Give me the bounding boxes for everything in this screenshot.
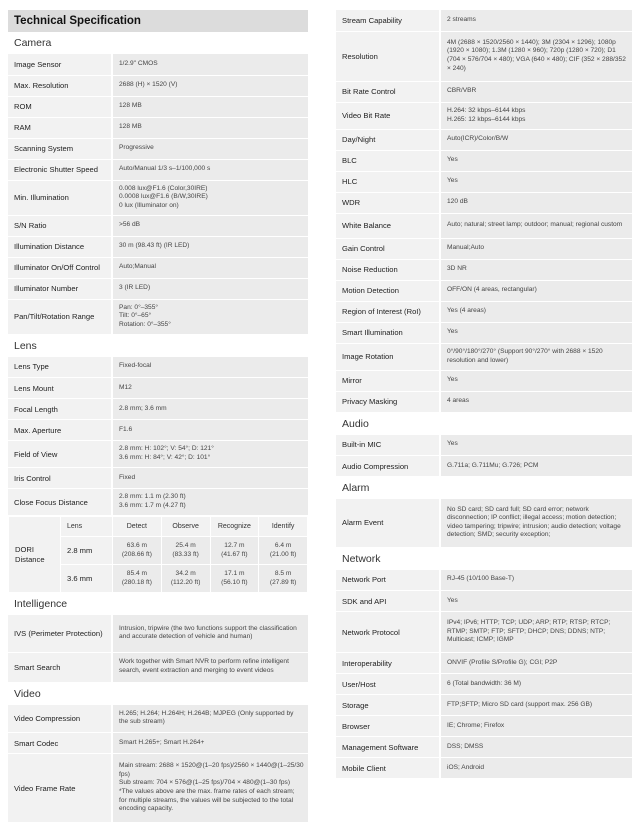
spec-value: CBR/VBR <box>440 81 632 102</box>
spec-row <box>336 171 632 192</box>
section-video: Video <box>14 687 41 700</box>
spec-row <box>336 674 632 695</box>
spec-label: Management Software <box>336 737 440 758</box>
spec-value: Pan: 0°–355° Tilt: 0°–65° Rotation: 0°–355° <box>112 299 308 334</box>
dori-detect: 85.4 m (280.18 ft) <box>113 565 162 593</box>
spec-label: Bit Rate Control <box>336 81 440 102</box>
spec-value: 6 (Total bandwidth: 36 M) <box>440 674 632 695</box>
spec-label: SDK and API <box>336 591 440 612</box>
spec-row <box>336 612 632 653</box>
spec-label: Scanning System <box>8 138 112 159</box>
spec-value: Manual;Auto <box>440 238 632 259</box>
spec-value: 30 m (98.43 ft) (IR LED) <box>112 236 308 257</box>
spec-value: 3D NR <box>440 259 632 280</box>
spec-label: Video Bit Rate <box>336 102 440 129</box>
spec-value: Progressive <box>112 138 308 159</box>
spec-label: Privacy Masking <box>336 391 440 412</box>
spec-value: 3 (IR LED) <box>112 278 308 299</box>
spec-row <box>8 117 308 138</box>
spec-row <box>8 75 308 96</box>
spec-value: Auto;Manual <box>112 257 308 278</box>
spec-row <box>336 213 632 238</box>
spec-row <box>336 570 632 591</box>
spec-row <box>336 391 632 412</box>
spec-value: RJ-45 (10/100 Base-T) <box>440 570 632 591</box>
spec-value: >56 dB <box>112 215 308 236</box>
section-network: Network <box>342 552 381 565</box>
left-column <box>8 0 308 823</box>
spec-row <box>8 138 308 159</box>
spec-value: Auto/Manual 1/3 s–1/100,000 s <box>112 159 308 180</box>
spec-label: Close Focus Distance <box>8 489 112 516</box>
spec-label: IVS (Perimeter Protection) <box>8 615 112 652</box>
dori-lens: 3.6 mm <box>61 565 113 593</box>
spec-label: Alarm Event <box>336 499 440 547</box>
spec-label: Smart Illumination <box>336 322 440 343</box>
spec-value: Yes <box>440 435 632 456</box>
spec-row <box>8 257 308 278</box>
spec-label: Resolution <box>336 31 440 81</box>
spec-label: Region of Interest (RoI) <box>336 301 440 322</box>
dori-lens: 2.8 mm <box>61 537 113 565</box>
dori-identify: 6.4 m (21.00 ft) <box>259 537 308 565</box>
spec-value: H.265; H.264; H.264H; H.264B; MJPEG (Only supported by the sub stream) <box>112 705 308 733</box>
spec-row <box>336 370 632 391</box>
spec-value: 2.8 mm; 3.6 mm <box>112 399 308 420</box>
dori-header-recognize: Recognize <box>210 517 259 537</box>
spec-label: Interoperability <box>336 653 440 674</box>
spec-value: FTP;SFTP; Micro SD card (support max. 256 GB) <box>440 695 632 716</box>
spec-row <box>336 456 632 477</box>
spec-label: Stream Capability <box>336 10 440 31</box>
spec-value: IE; Chrome; Firefox <box>440 716 632 737</box>
section-camera: Camera <box>14 37 52 49</box>
spec-label: Focal Length <box>8 399 112 420</box>
spec-label: Electronic Shutter Speed <box>8 159 112 180</box>
spec-label: Video Frame Rate <box>8 754 112 823</box>
spec-row <box>336 259 632 280</box>
spec-value: Intrusion, tripwire (the two functions support the classification and accurate detection of vehicle and human) <box>112 615 308 652</box>
lens-table <box>8 357 308 517</box>
dori-label: DORI Distance <box>9 517 61 593</box>
spec-value: Main stream: 2688 × 1520@(1–20 fps)/2560 × 1440@(1–25/30 fps) Sub stream: 704 × 576@(1–25 fps)/704 × 480@(1–30 fps) *The values above are the max. frame rates of each stream; for multiple streams, the values will be subjected to the total encoding capacity. <box>112 754 308 823</box>
spec-value: iOS; Android <box>440 758 632 779</box>
spec-value: 1/2.9" CMOS <box>112 54 308 75</box>
dori-header-lens: Lens <box>61 517 113 537</box>
spec-label: Network Port <box>336 570 440 591</box>
spec-value: Work together with Smart NVR to perform refine intelligent search, event extraction and merging to event videos <box>112 652 308 682</box>
spec-row <box>336 10 632 31</box>
dori-header-detect: Detect <box>113 517 162 537</box>
spec-label: Motion Detection <box>336 280 440 301</box>
spec-value: Yes <box>440 322 632 343</box>
spec-row <box>336 129 632 150</box>
spec-row <box>8 236 308 257</box>
spec-label: Gain Control <box>336 238 440 259</box>
spec-label: Lens Mount <box>8 378 112 399</box>
spec-row <box>336 737 632 758</box>
spec-row <box>336 301 632 322</box>
spec-label: Min. Illumination <box>8 180 112 215</box>
dori-recognize: 12.7 m (41.67 ft) <box>210 537 259 565</box>
section-alarm: Alarm <box>342 482 370 494</box>
intelligence-table <box>8 615 308 683</box>
spec-value: Yes <box>440 171 632 192</box>
spec-label: Smart Codec <box>8 733 112 754</box>
dori-header-identify: Identify <box>259 517 308 537</box>
page-title: Technical Specification <box>8 10 308 32</box>
spec-row <box>8 489 308 516</box>
spec-row <box>336 150 632 171</box>
spec-row <box>336 343 632 370</box>
spec-row <box>8 215 308 236</box>
spec-label: Mobile Client <box>336 758 440 779</box>
spec-label: Noise Reduction <box>336 259 440 280</box>
spec-row <box>336 716 632 737</box>
spec-label: ROM <box>8 96 112 117</box>
dori-detect: 63.6 m (208.66 ft) <box>113 537 162 565</box>
alarm-table <box>336 499 632 548</box>
spec-row <box>8 96 308 117</box>
spec-value: IPv4; IPv6; HTTP; TCP; UDP; ARP; RTP; RTSP; RTCP; RTMP; SMTP; FTP; SFTP; DHCP; DNS; DDNS; NTP; Multicast; ICMP; IGMP <box>440 612 632 653</box>
camera-table <box>8 54 308 335</box>
spec-value: F1.6 <box>112 420 308 441</box>
spec-value: Yes (4 areas) <box>440 301 632 322</box>
spec-label: Built-in MIC <box>336 435 440 456</box>
spec-value: 2.8 mm: H: 102°; V: 54°; D: 121° 3.6 mm: H: 84°; V: 42°; D: 101° <box>112 441 308 468</box>
spec-label: Iris Control <box>8 468 112 489</box>
spec-label: Smart Search <box>8 652 112 682</box>
right-column <box>336 0 632 779</box>
spec-label: Mirror <box>336 370 440 391</box>
spec-row <box>336 322 632 343</box>
spec-label: Image Rotation <box>336 343 440 370</box>
spec-label: White Balance <box>336 213 440 238</box>
spec-value: 120 dB <box>440 192 632 213</box>
spec-label: Video Compression <box>8 705 112 733</box>
spec-label: Audio Compression <box>336 456 440 477</box>
dori-observe: 25.4 m (83.33 ft) <box>161 537 210 565</box>
spec-row <box>336 192 632 213</box>
dori-table <box>8 516 308 593</box>
spec-row <box>8 54 308 75</box>
spec-row <box>336 280 632 301</box>
spec-label: Lens Type <box>8 357 112 378</box>
spec-value: OFF/ON (4 areas, rectangular) <box>440 280 632 301</box>
dori-header-observe: Observe <box>161 517 210 537</box>
spec-value: 2 streams <box>440 10 632 31</box>
spec-value: Auto; natural; street lamp; outdoor; manual; regional custom <box>440 213 632 238</box>
spec-row <box>336 499 632 547</box>
section-lens: Lens <box>14 339 37 352</box>
spec-value: ONVIF (Profile S/Profile G); CGI; P2P <box>440 653 632 674</box>
spec-label: BLC <box>336 150 440 171</box>
spec-label: Browser <box>336 716 440 737</box>
spec-row <box>8 378 308 399</box>
spec-value: 0.008 lux@F1.6 (Color,30IRE) 0.0008 lux@F1.6 (B/W,30IRE) 0 lux (Illuminator on) <box>112 180 308 215</box>
spec-row <box>336 238 632 259</box>
spec-row <box>8 652 308 682</box>
spec-row <box>336 591 632 612</box>
spec-value: 128 MB <box>112 96 308 117</box>
spec-label: S/N Ratio <box>8 215 112 236</box>
spec-label: HLC <box>336 171 440 192</box>
spec-row <box>336 695 632 716</box>
spec-value: No SD card; SD card full; SD card error; network disconnection; IP conflict; illegal access; motion detection; video tampering; tripwire; intrusion; audio detection; voltage detection; SMD; security exception; <box>440 499 632 547</box>
audio-table <box>336 435 632 478</box>
spec-row <box>8 441 308 468</box>
spec-row <box>8 754 308 823</box>
spec-label: WDR <box>336 192 440 213</box>
spec-value: Smart H.265+; Smart H.264+ <box>112 733 308 754</box>
spec-value: G.711a; G.711Mu; G.726; PCM <box>440 456 632 477</box>
spec-row <box>8 180 308 215</box>
spec-label: Max. Aperture <box>8 420 112 441</box>
video-continued-table <box>336 10 632 413</box>
spec-label: Illuminator On/Off Control <box>8 257 112 278</box>
dori-recognize: 17.1 m (56.10 ft) <box>210 565 259 593</box>
spec-row <box>336 81 632 102</box>
spec-label: Image Sensor <box>8 54 112 75</box>
spec-row <box>8 399 308 420</box>
spec-row <box>336 758 632 779</box>
spec-label: Illuminator Number <box>8 278 112 299</box>
spec-value: Yes <box>440 370 632 391</box>
spec-label: Storage <box>336 695 440 716</box>
dori-identify: 8.5 m (27.89 ft) <box>259 565 308 593</box>
spec-value: 4M (2688 × 1520/2560 × 1440); 3M (2304 × 1296); 1080p (1920 × 1080); 1.3M (1280 × 960); 720p (1280 × 720); D1 (704 × 576/704 × 480); VGA (640 × 480); CIF (352 × 288/352 × 240) <box>440 31 632 81</box>
spec-value: H.264: 32 kbps–6144 kbps H.265: 12 kbps–6144 kbps <box>440 102 632 129</box>
spec-value: 0°/90°/180°/270° (Support 90°/270° with 2688 × 1520 resolution and lower) <box>440 343 632 370</box>
spec-label: Field of View <box>8 441 112 468</box>
video-table <box>8 705 308 824</box>
spec-row <box>336 31 632 81</box>
network-table <box>336 570 632 780</box>
spec-value: 2.8 mm: 1.1 m (2.30 ft) 3.6 mm: 1.7 m (4.27 ft) <box>112 489 308 516</box>
spec-row <box>8 468 308 489</box>
spec-row <box>8 705 308 733</box>
spec-row <box>8 357 308 378</box>
spec-value: Yes <box>440 150 632 171</box>
spec-value: Auto(ICR)/Color/B/W <box>440 129 632 150</box>
spec-value: 4 areas <box>440 391 632 412</box>
spec-label: Network Protocol <box>336 612 440 653</box>
spec-row <box>336 435 632 456</box>
spec-row <box>8 159 308 180</box>
dori-header-row <box>9 517 308 537</box>
spec-label: RAM <box>8 117 112 138</box>
spec-row <box>336 653 632 674</box>
spec-row <box>8 615 308 652</box>
spec-label: Max. Resolution <box>8 75 112 96</box>
section-intelligence: Intelligence <box>14 598 68 610</box>
spec-value: Yes <box>440 591 632 612</box>
spec-label: Day/Night <box>336 129 440 150</box>
dori-observe: 34.2 m (112.20 ft) <box>161 565 210 593</box>
section-audio: Audio <box>342 417 369 430</box>
spec-row <box>336 102 632 129</box>
spec-value: Fixed-focal <box>112 357 308 378</box>
spec-label: Illumination Distance <box>8 236 112 257</box>
spec-value: M12 <box>112 378 308 399</box>
spec-value: DSS; DMSS <box>440 737 632 758</box>
spec-label: User/Host <box>336 674 440 695</box>
spec-value: 128 MB <box>112 117 308 138</box>
spec-value: Fixed <box>112 468 308 489</box>
spec-label: Pan/Tilt/Rotation Range <box>8 299 112 334</box>
spec-row <box>8 278 308 299</box>
spec-row <box>8 420 308 441</box>
spec-value: 2688 (H) × 1520 (V) <box>112 75 308 96</box>
spec-row <box>8 299 308 334</box>
spec-row <box>8 733 308 754</box>
